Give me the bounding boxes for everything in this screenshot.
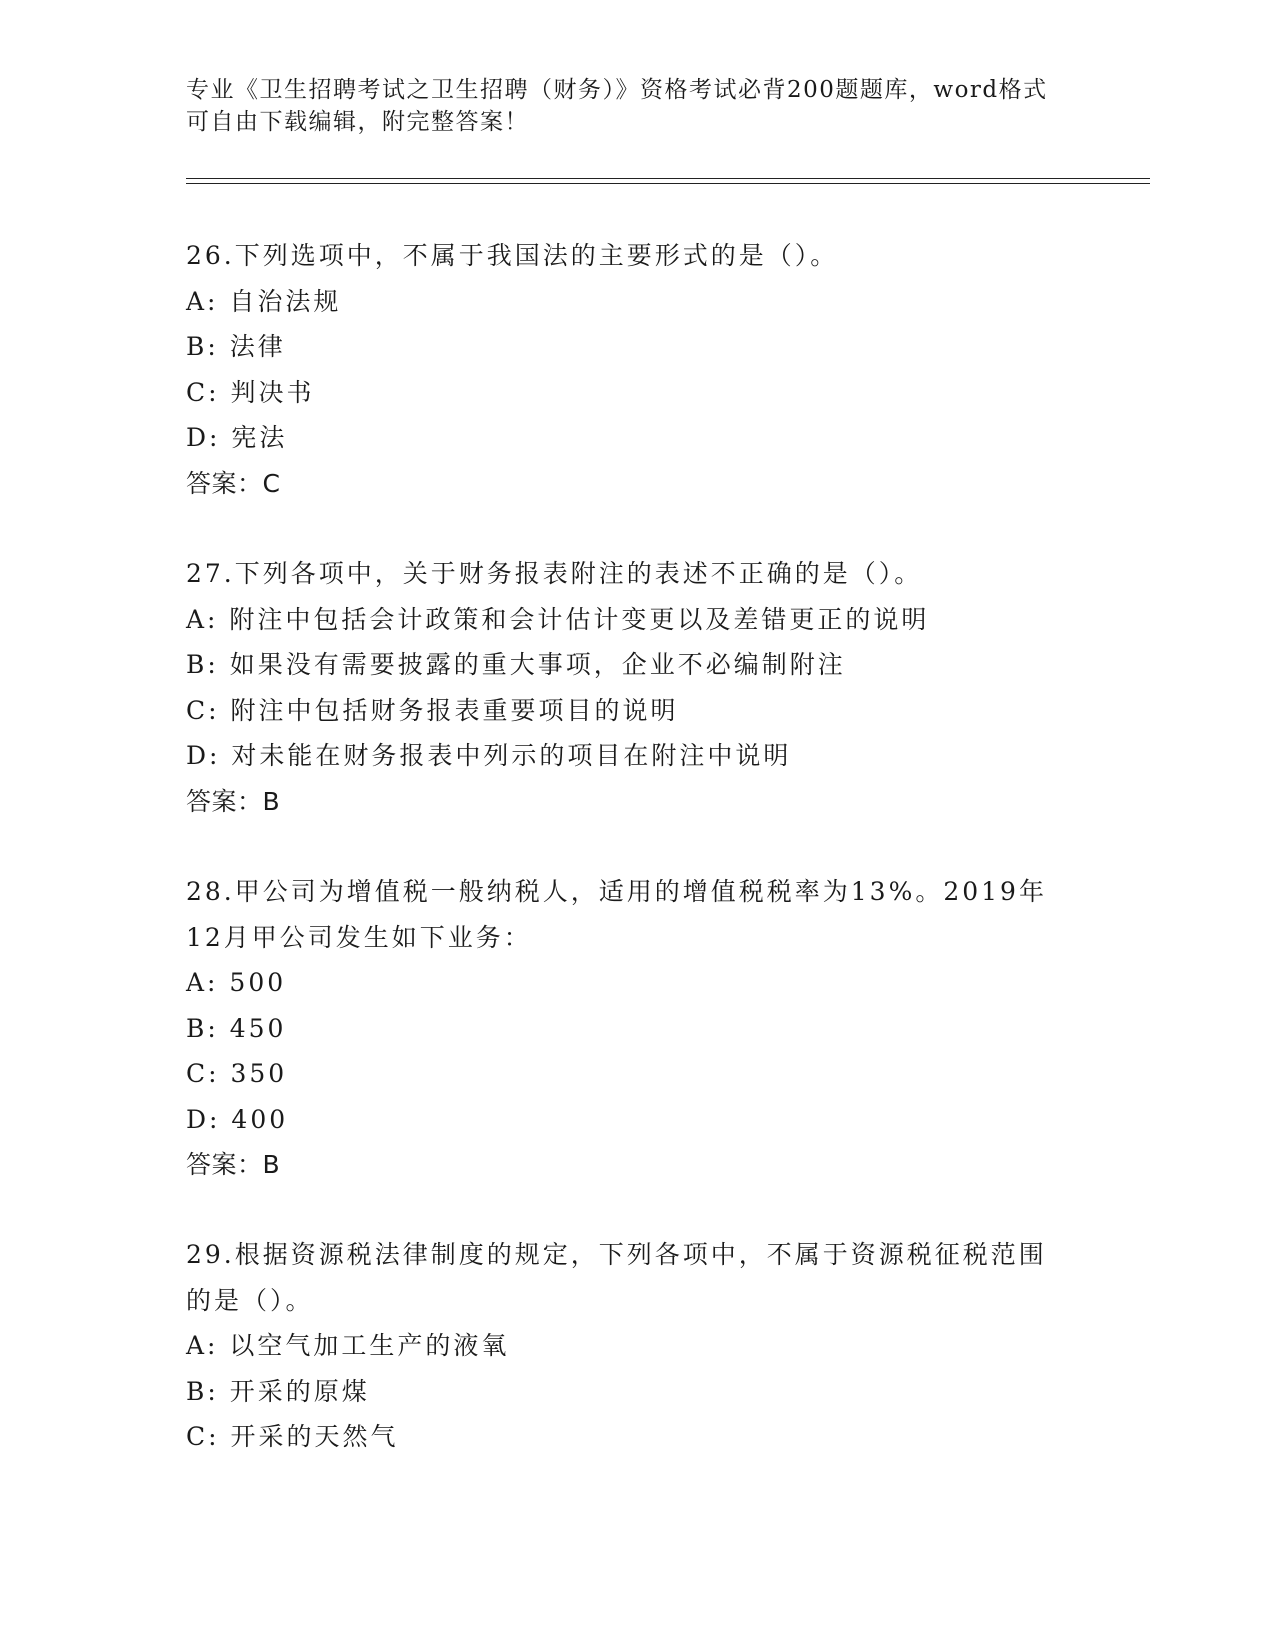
header-line-2: 可自由下载编辑，附完整答案！ <box>186 109 529 135</box>
question-26 <box>186 233 1086 506</box>
option-a: A: 500 <box>186 968 287 997</box>
option-c: C: 附注中包括财务报表重要项目的说明 <box>186 695 679 725</box>
question-stem-line-1: 29.根据资源税法律制度的规定，下列各项中，不属于资源税征税范围 <box>186 1240 1047 1269</box>
question-27 <box>186 551 1086 824</box>
header-line-1: 专业《卫生招聘考试之卫生招聘（财务）》资格考试必背200题题库，word格式 <box>186 77 1048 103</box>
question-stem: 27.下列各项中，关于财务报表附注的表述不正确的是（）。 <box>186 559 923 588</box>
option-b: B: 法律 <box>186 332 286 361</box>
question-stem-line-1: 28.甲公司为增值税一般纳税人，适用的增值税税率为13%。2019年 <box>186 877 1047 906</box>
option-a: A: 以空气加工生产的液氧 <box>186 1331 510 1360</box>
option-d: D: 对未能在财务报表中列示的项目在附注中说明 <box>186 741 792 770</box>
header-divider-bottom <box>186 183 1150 184</box>
option-d: D: 宪法 <box>186 423 288 452</box>
option-d: D: 400 <box>186 1104 289 1134</box>
answer-line: 答案：B <box>186 1150 281 1179</box>
answer-line: 答案：C <box>186 468 281 498</box>
question-28 <box>186 869 1086 1188</box>
document-header <box>186 74 1086 138</box>
question-stem-line-2: 12月甲公司发生如下业务： <box>186 922 532 952</box>
option-c: C: 350 <box>186 1059 288 1088</box>
question-29 <box>186 1232 1086 1460</box>
option-b: B: 450 <box>186 1013 287 1043</box>
option-a: A: 自治法规 <box>186 286 342 316</box>
question-stem-line-2: 的是（）。 <box>186 1285 314 1315</box>
header-divider-top <box>186 178 1150 179</box>
option-c: C: 判决书 <box>186 377 315 407</box>
option-a: A: 附注中包括会计政策和会计估计变更以及差错更正的说明 <box>186 604 930 634</box>
question-stem: 26.下列选项中，不属于我国法的主要形式的是（）。 <box>186 241 839 270</box>
option-b: B: 开采的原煤 <box>186 1376 370 1406</box>
option-b: B: 如果没有需要披露的重大事项，企业不必编制附注 <box>186 650 846 679</box>
answer-line: 答案：B <box>186 786 281 816</box>
option-c: C: 开采的天然气 <box>186 1422 399 1451</box>
